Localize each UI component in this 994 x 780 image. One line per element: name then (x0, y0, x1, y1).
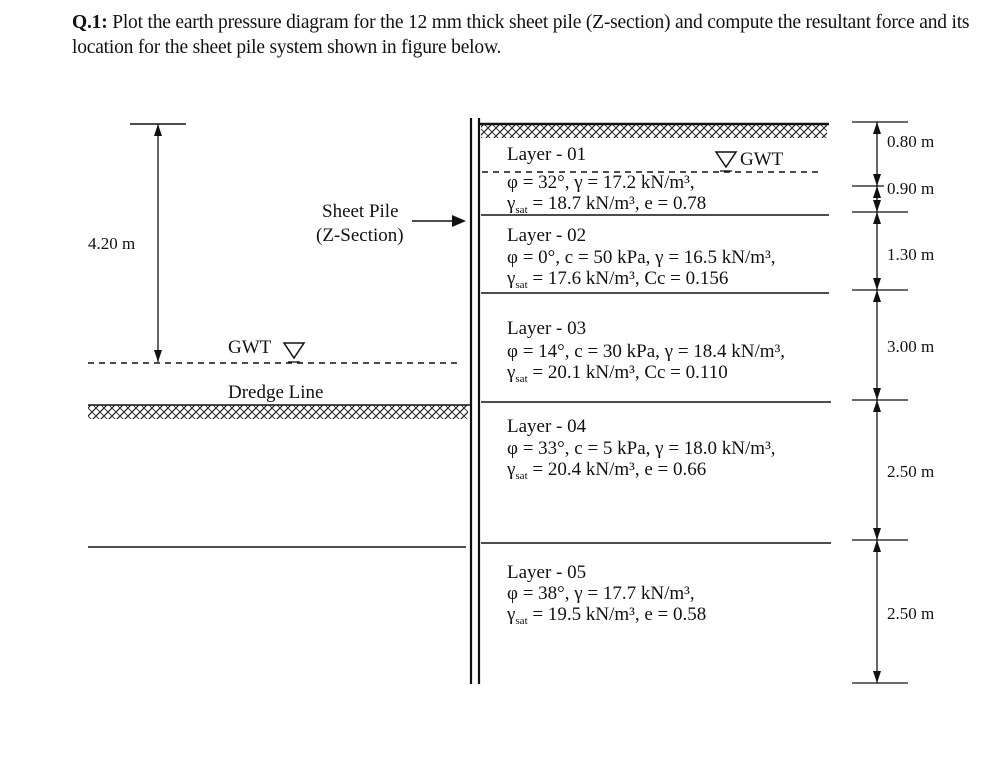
layer-04 (506, 416, 776, 482)
dredge-line-hatch (88, 405, 468, 419)
layer-02-title: Layer - 02 (507, 225, 587, 246)
question-number: Q.1: (72, 12, 108, 33)
layer-04-line2: $\gamma_{sat} = 20.4$ kN/m³, e = 0.66 (507, 459, 707, 482)
layer-05-line2: $\gamma_{sat} = 19.5$ kN/m³, e = 0.58 (507, 604, 707, 627)
dim-2-50-a: 2.50 m (887, 462, 935, 481)
dim-0-90: 0.90 m (887, 179, 935, 198)
ground-surface-hatch (481, 124, 827, 138)
right-dimension-chain (852, 122, 908, 683)
dim-1-30: 1.30 m (887, 245, 935, 264)
gwt-right-triangle-icon (716, 152, 736, 167)
layer-02-line1: φ = 0°, c = 50 kPa, γ = 16.5 kN/m³, (507, 247, 776, 268)
layer-01-line2: $\gamma_{sat} = 18.7$ kN/m³, e = 0.78 (507, 193, 707, 216)
layer-02 (506, 225, 776, 291)
layer-01-line1: φ = 32°, γ = 17.2 kN/m³, (507, 172, 695, 193)
dredge-line-label: Dredge Line (228, 382, 324, 403)
layer-03-line1: φ = 14°, c = 30 kPa, γ = 18.4 kN/m³, (507, 341, 786, 362)
layer-04-line1: φ = 33°, c = 5 kPa, γ = 18.0 kN/m³, (507, 438, 776, 459)
sheet-pile-label-line2: (Z-Section) (316, 225, 404, 246)
dimension-labels (884, 130, 946, 624)
dim-2-50-b: 2.50 m (887, 604, 935, 623)
layer-04-title: Layer - 04 (507, 416, 587, 437)
layer-05-title: Layer - 05 (507, 562, 587, 583)
layer-01 (506, 144, 706, 216)
layer-01-title: Layer - 01 (507, 144, 587, 165)
question-body: Plot the earth pressure diagram for the 12 mm thick sheet pile (Z-section) and compute the resultant force and its location for the sheet pile system shown in figure below. (72, 12, 970, 58)
dim-0-80: 0.80 m (887, 132, 935, 151)
layer-02-line2: $\gamma_{sat} = 17.6$ kN/m³, Cc = 0.156 (507, 268, 729, 291)
gwt-right-label: GWT (740, 149, 784, 170)
sheet-pile (471, 118, 479, 684)
gwt-left-label: GWT (228, 337, 272, 358)
left-height-dimension (88, 124, 186, 362)
left-height-label: 4.20 m (88, 234, 136, 253)
layer-03-line2: $\gamma_{sat} = 20.1$ kN/m³, Cc = 0.110 (507, 362, 728, 385)
layer-03-title: Layer - 03 (507, 318, 587, 339)
gwt-left-triangle-icon (284, 343, 304, 358)
dim-3-00: 3.00 m (887, 337, 935, 356)
layer-03 (506, 318, 785, 385)
layer-05 (506, 562, 706, 627)
sheet-pile-label-line1: Sheet Pile (322, 201, 399, 222)
layer-05-line1: φ = 38°, γ = 17.7 kN/m³, (507, 583, 695, 604)
